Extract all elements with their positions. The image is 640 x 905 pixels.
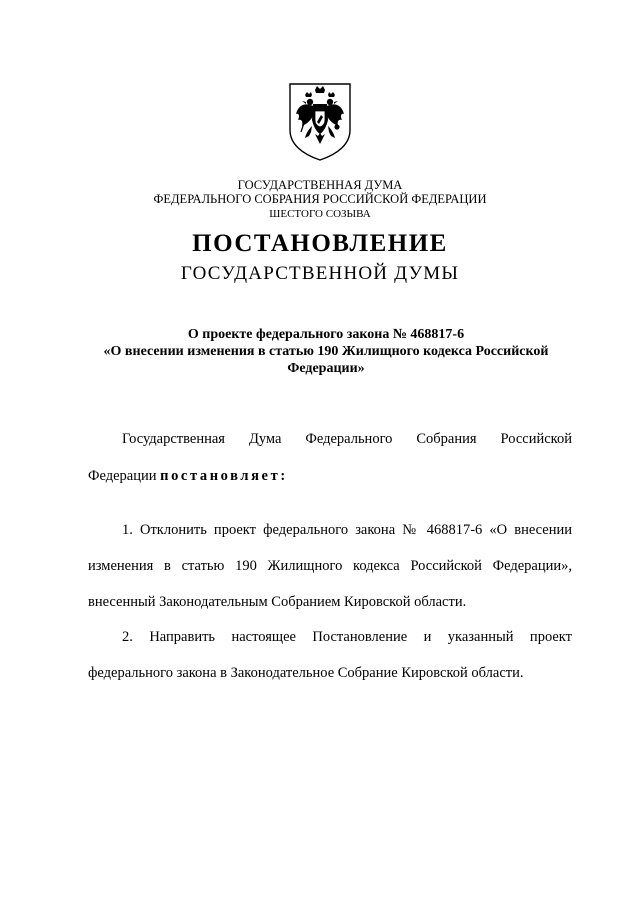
organization-name: ГОСУДАРСТВЕННАЯ ДУМА [237,178,403,192]
subject-line-1: О проекте федерального закона № 468817-6 [187,327,465,342]
preamble-line-2 [88,467,572,485]
item-2-line-1: 2. Направить настоящее Постановление и указанный проект [122,629,572,645]
item-1-line-3: внесенный Законодательным Собранием Кировской области. [88,594,467,610]
subject-line-3: Федерации» [287,361,365,376]
preamble-text: Федерации [88,468,161,484]
organization-full-name: ФЕДЕРАЛЬНОГО СОБРАНИЯ РОССИЙСКОЙ ФЕДЕРАЦИИ [153,192,487,206]
document-issuer: ГОСУДАРСТВЕННОЙ ДУМЫ [180,263,460,284]
document-type-title: ПОСТАНОВЛЕНИЕ [192,230,448,257]
decree-verb: постановляет: [160,468,288,484]
preamble-line-1: Государственная Дума Федерального Собрания Российской [122,431,572,447]
subject-line-2: «О внесении изменения в статью 190 Жилищного кодекса Российской [103,344,549,359]
state-emblem-icon [286,80,354,162]
convocation: ШЕСТОГО СОЗЫВА [269,208,371,220]
item-2-line-2: федерального закона в Законодательное Собрание Кировской области. [88,665,524,681]
item-1-line-2: изменения в статью 190 Жилищного кодекса Российской Федерации», [88,558,572,574]
item-1-line-1: 1. Отклонить проект федерального закона № 468817-6 «О внесении [122,522,572,538]
